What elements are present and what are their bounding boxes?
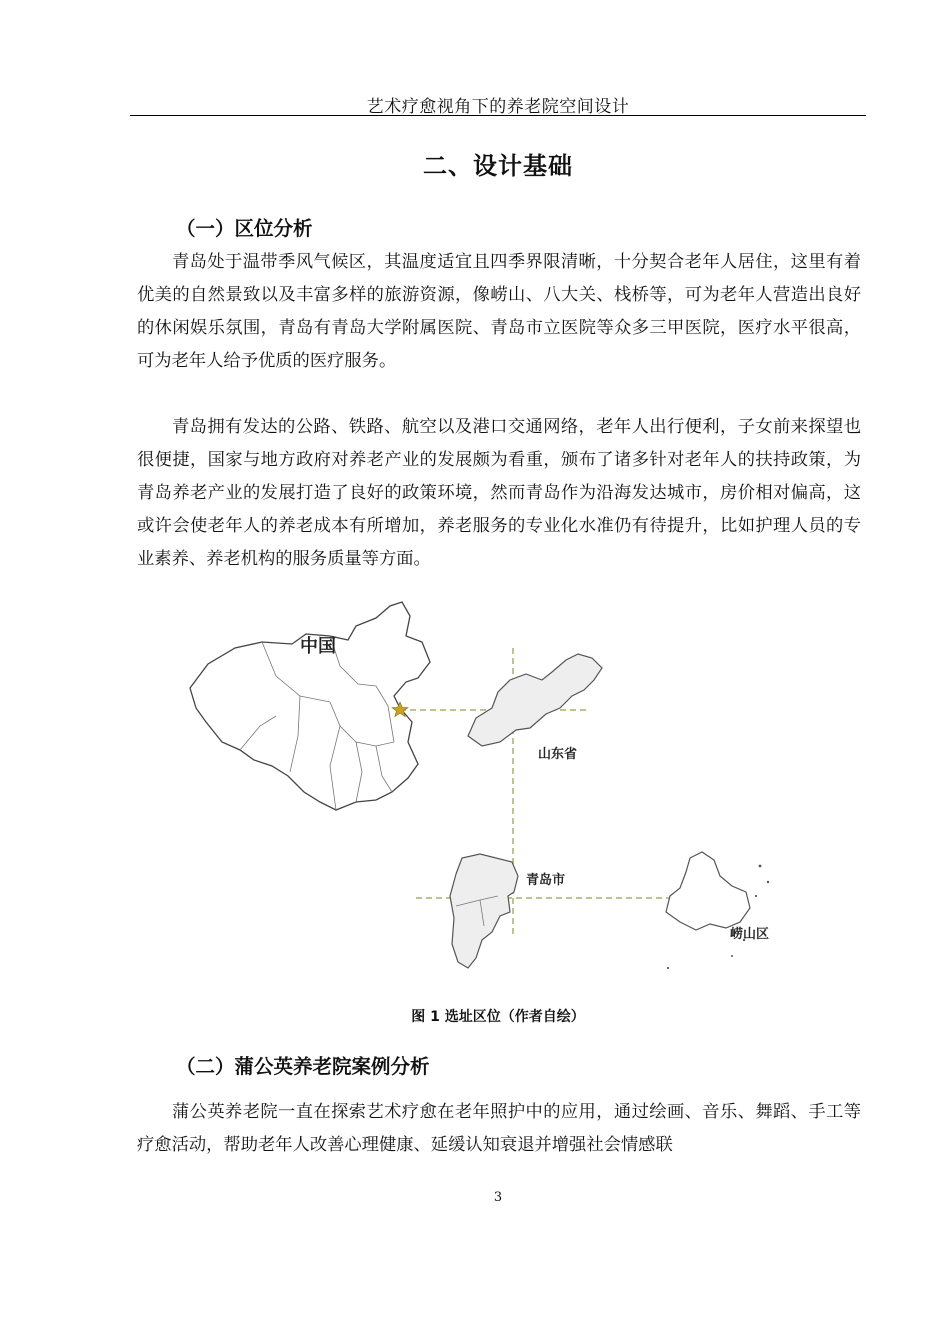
running-header: 艺术疗愈视角下的养老院空间设计 — [366, 97, 630, 117]
qingdao-label: 青岛市 — [526, 873, 566, 888]
laoshan-label: 崂山区 — [730, 927, 770, 942]
qingdao-city-shape — [450, 854, 518, 968]
shandong-province-shape — [468, 654, 602, 746]
location-map-figure — [180, 596, 800, 976]
location-map-svg — [180, 596, 800, 976]
section-title-location-analysis: （一）区位分析 — [176, 217, 313, 240]
paragraph-transport-policy: 青岛拥有发达的公路、铁路、航空以及港口交通网络，老年人出行便利，子女前来探望也很便捷，国家与地方政府对养老产业的发展颇为看重，颁布了诸多针对老年人的扶持政策，为青岛养老产业的发展打造了良好的政策环境，然而青岛作为沿海发达城市，房价相对偏高，这或许会使老年人的养老成本有所增加，养老服务的专业化水准仍有待提升，比如护理人员的专业素养、养老机构的服务质量等方面。 — [137, 417, 861, 569]
section-title-case-analysis: （二）蒲公英养老院案例分析 — [176, 1055, 430, 1078]
paragraph-climate-resources: 青岛处于温带季风气候区，其温度适宜且四季界限清晰，十分契合老年人居住，这里有着优美的自然景致以及丰富多样的旅游资源，像崂山、八大关、栈桥等，可为老年人营造出良好的休闲娱乐氛围，青岛有青岛大学附属医院、青岛市立医院等众多三甲医院，医疗水平很高，可为老年人给予优质的医疗服务。 — [137, 252, 861, 371]
page-number: 3 — [493, 1190, 503, 1205]
paragraph-dandelion-intro: 蒲公英养老院一直在探索艺术疗愈在老年照护中的应用，通过绘画、音乐、舞蹈、手工等疗愈活动，帮助老年人改善心理健康、延缓认知衰退并增强社会情感联 — [137, 1102, 861, 1155]
china-label: 中国 — [300, 636, 336, 657]
figure-caption: 图 1 选址区位（作者自绘） — [411, 1009, 585, 1025]
china-map-outline — [190, 602, 430, 810]
chapter-title: 二、设计基础 — [423, 152, 573, 180]
header-rule — [130, 115, 866, 116]
laoshan-district-shape — [666, 852, 750, 930]
shandong-label: 山东省 — [538, 747, 578, 762]
